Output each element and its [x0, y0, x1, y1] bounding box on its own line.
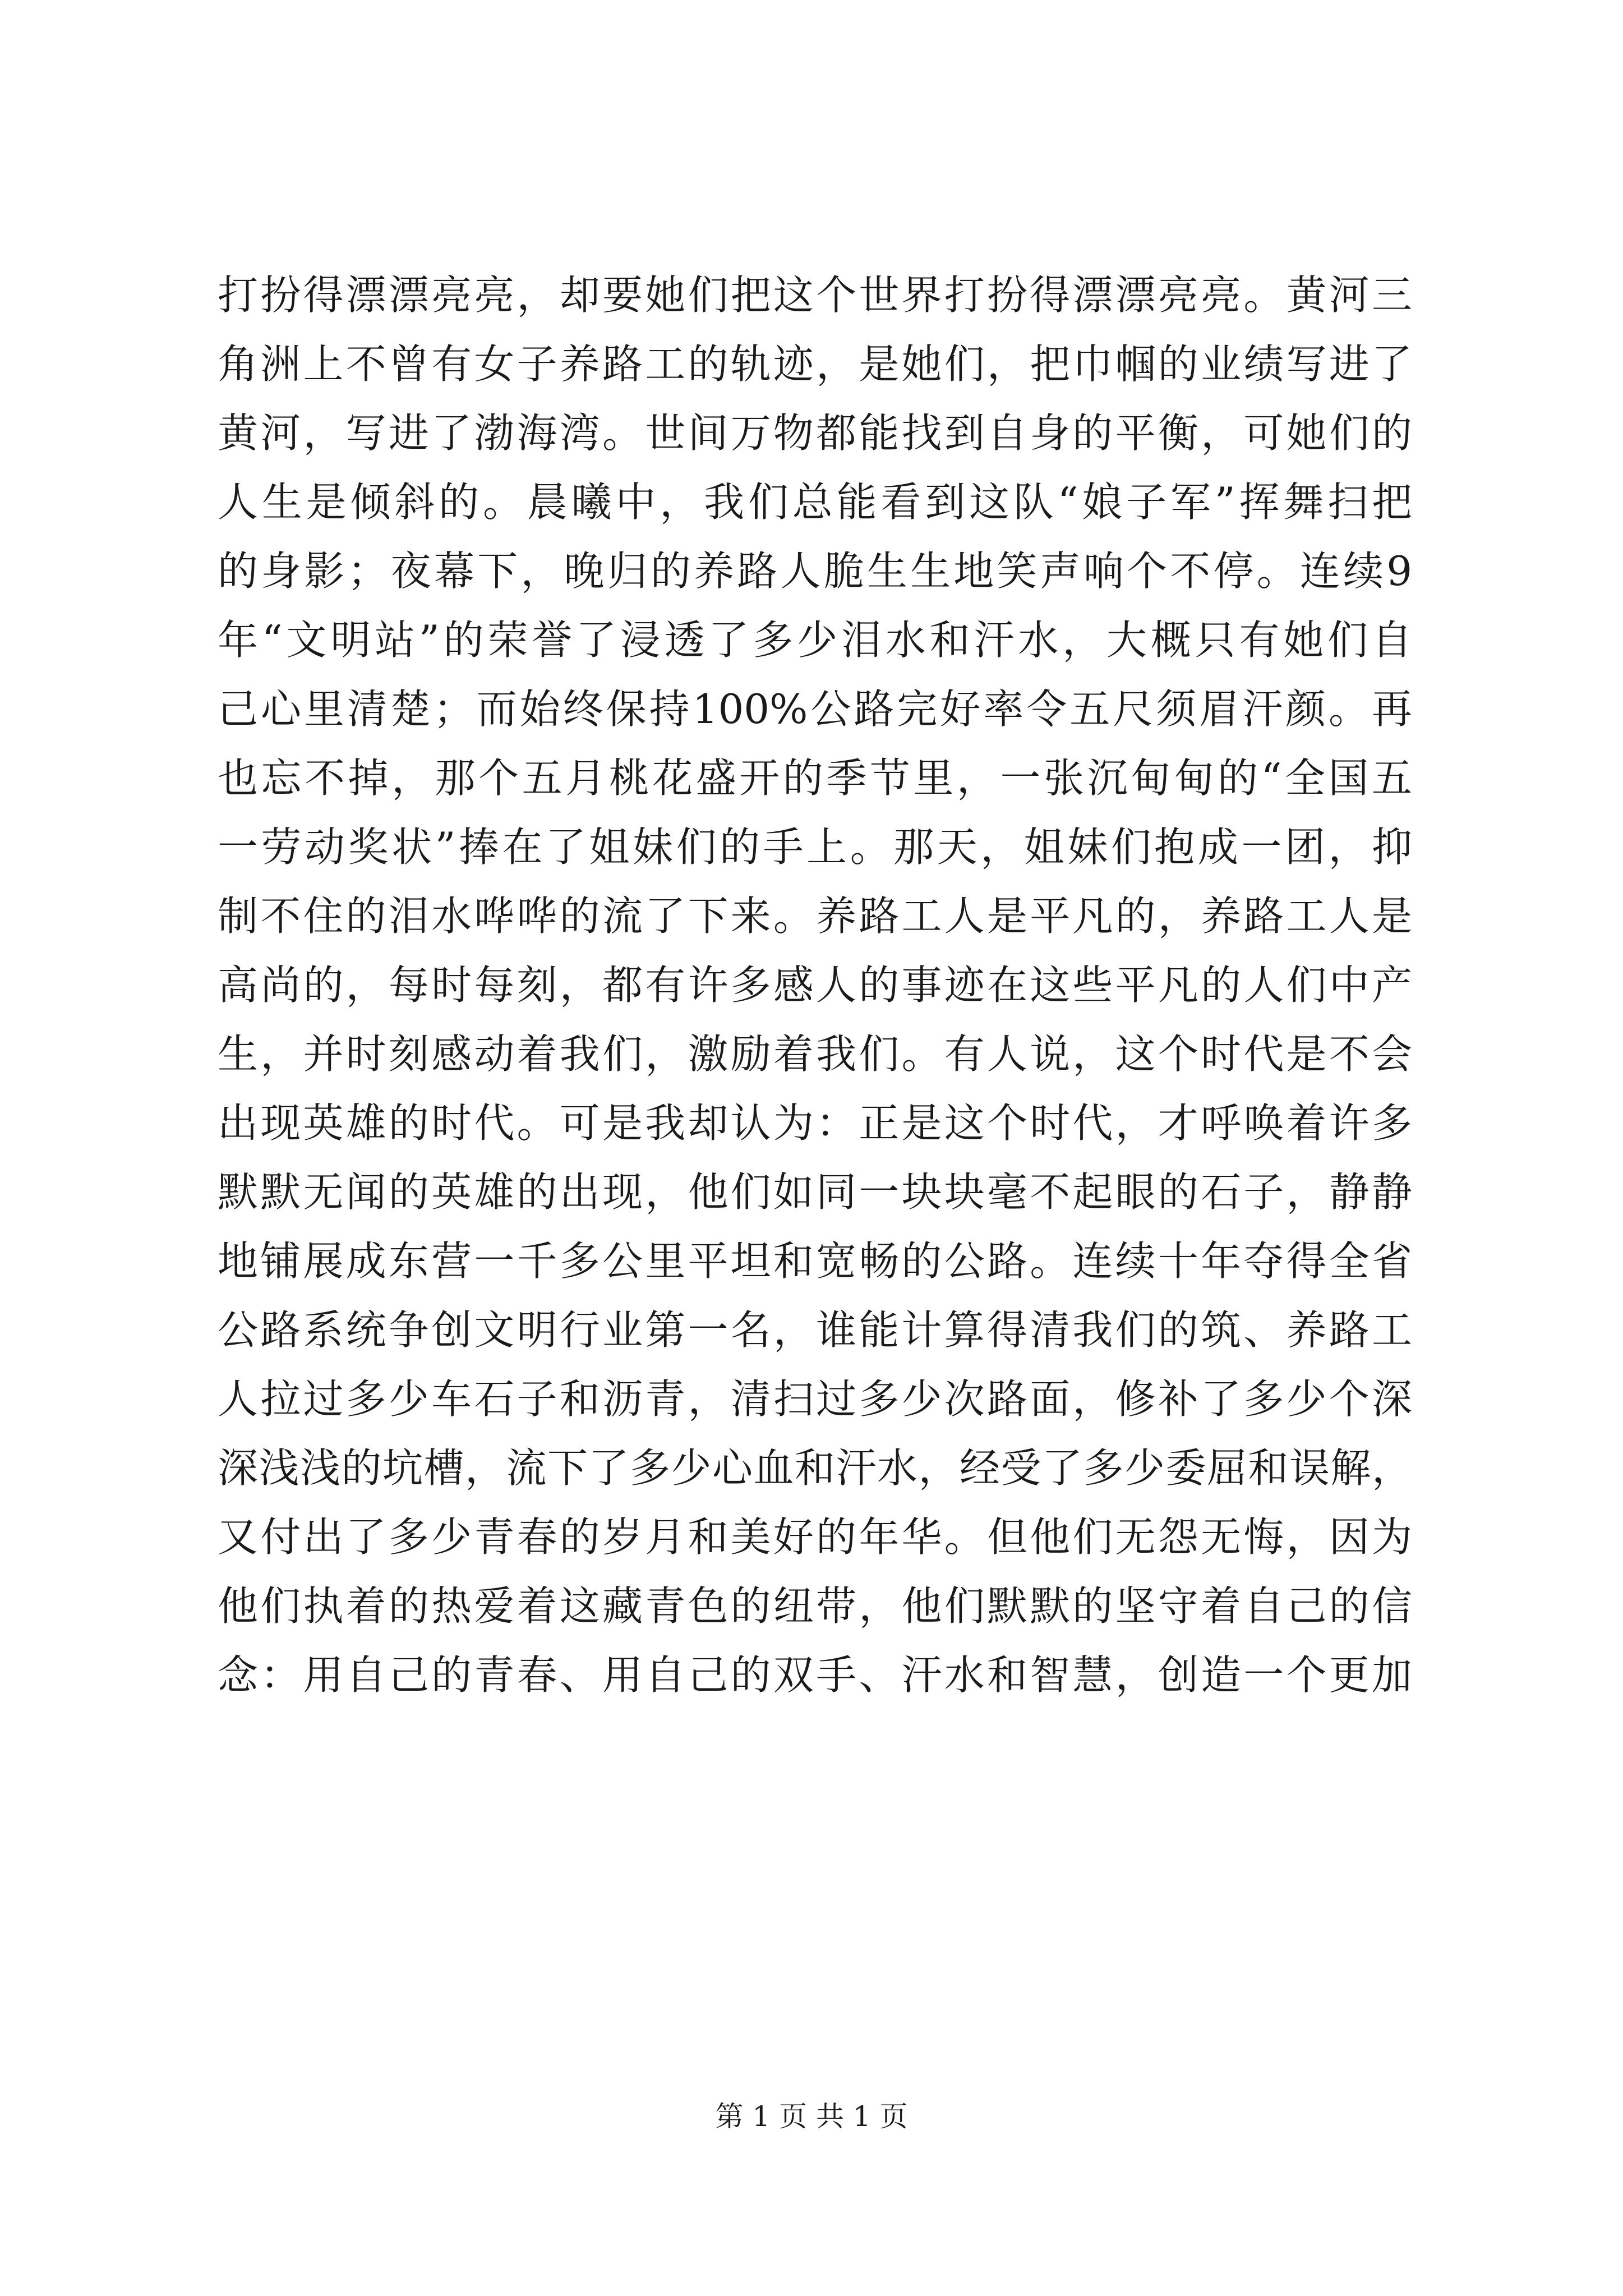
- text-line: 己心里清楚；而始终保持100%公路完好率令五尺须眉汗颜。再: [218, 685, 1412, 733]
- text-line: 人拉过多少车石子和沥青，清扫过多少次路面，修补了多少个深: [218, 1375, 1412, 1423]
- text-line: 一劳动奖状”捧在了姐妹们的手上。那天，姐妹们抱成一团，抑: [218, 823, 1412, 871]
- text-line: 也忘不掉，那个五月桃花盛开的季节里，一张沉甸甸的“全国五: [218, 754, 1412, 802]
- text-line: 他们执着的热爱着这藏青色的纽带，他们默默的坚守着自己的信: [218, 1582, 1412, 1630]
- text-line: 制不住的泪水哗哗的流了下来。养路工人是平凡的，养路工人是: [218, 892, 1412, 940]
- text-line: 默默无闻的英雄的出现，他们如同一块块毫不起眼的石子，静静: [218, 1168, 1412, 1216]
- body-paragraph: [218, 261, 1412, 1710]
- text-line: 人生是倾斜的。晨曦中，我们总能看到这队“娘子军”挥舞扫把: [218, 478, 1412, 526]
- page-footer: [0, 2097, 1623, 2136]
- text-line: 的身影；夜幕下，晚归的养路人脆生生地笑声响个不停。连续9: [218, 547, 1412, 595]
- text-line: 年“文明站”的荣誉了浸透了多少泪水和汗水，大概只有她们自: [218, 616, 1412, 664]
- text-line: 打扮得漂漂亮亮，却要她们把这个世界打扮得漂漂亮亮。黄河三: [218, 272, 1412, 319]
- text-line: 高尚的，每时每刻，都有许多感人的事迹在这些平凡的人们中产: [218, 961, 1412, 1009]
- text-line: 角洲上不曾有女子养路工的轨迹，是她们，把巾帼的业绩写进了: [218, 341, 1412, 388]
- text-line: 深浅浅的坑槽，流下了多少心血和汗水，经受了多少委屈和误解，: [218, 1444, 1412, 1492]
- text-line: 念：用自己的青春、用自己的双手、汗水和智慧，创造一个更加: [218, 1651, 1412, 1699]
- text-line: 黄河，写进了渤海湾。世间万物都能找到自身的平衡，可她们的: [218, 409, 1412, 457]
- text-line: 生，并时刻感动着我们，激励着我们。有人说，这个时代是不会: [218, 1030, 1412, 1078]
- text-line: 公路系统争创文明行业第一名，谁能计算得清我们的筑、养路工: [218, 1306, 1412, 1354]
- text-line: 出现英雄的时代。可是我却认为：正是这个时代，才呼唤着许多: [218, 1099, 1412, 1147]
- text-line: 地铺展成东营一千多公里平坦和宽畅的公路。连续十年夺得全省: [218, 1237, 1412, 1285]
- text-line: 又付出了多少青春的岁月和美好的年华。但他们无怨无悔，因为: [218, 1513, 1412, 1561]
- page-number-label: 第 1 页 共 1 页: [715, 2100, 908, 2133]
